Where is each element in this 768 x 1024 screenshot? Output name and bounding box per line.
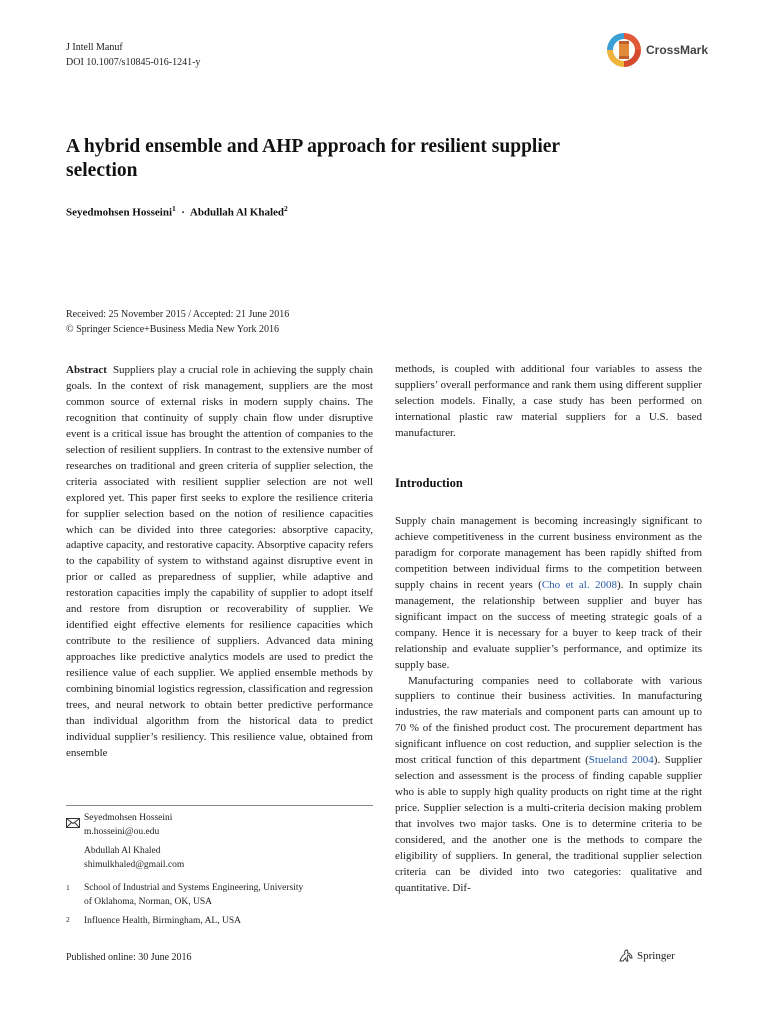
envelope-icon [66,815,80,825]
contact-name: Abdullah Al Khaled [84,846,161,856]
contact-email[interactable]: shimulkhaled@gmail.com [84,859,185,870]
affiliation-line: of Oklahoma, Norman, OK, USA [84,896,212,907]
citation-link[interactable]: Stueland 2004 [588,754,654,767]
contact-name: Seyedmohsen Hosseini [84,813,173,823]
affiliation-line: School of Industrial and Systems Engineering, University [84,883,304,893]
crossmark-label: CrossMark [646,43,709,57]
doi[interactable]: DOI 10.1007/s10845-016-1241-y [66,57,201,68]
author-name[interactable]: Abdullah Al Khaled [189,206,285,219]
correspondence [84,812,184,872]
title-line: A hybrid ensemble and AHP approach for resilient supplier [66,136,561,157]
title-line: selection [66,160,138,181]
citation-link[interactable]: Cho et al. 2008 [541,578,618,591]
abstract [66,363,373,762]
crossmark-icon [606,32,642,68]
springer-logo [618,949,675,963]
paragraph-text: Supply chain management is becoming increasingly significant to achieve competitiveness in the current business environment as the paradigm for corporate management has been rapidly shifted from competition between individual firms to the competition between supply chains in recent years ( [395,515,702,591]
introduction-body [395,514,702,897]
crossmark-badge[interactable] [606,30,726,70]
paragraph [395,674,702,897]
paper-title [66,135,686,183]
copyright: © Springer Science+Business Media New York 2016 [66,324,279,335]
contact-email[interactable]: m.hosseini@ou.edu [84,826,160,837]
abstract-continuation [395,362,702,442]
abstract-continuation-text: methods, is coupled with additional four variables to assess the suppliers’ overall performance and rank them using different supplier selection models. Finally, a case study has been performed on international plastic raw material suppliers for a U.S. based manufacturer. [395,363,702,439]
published-online: Published online: 30 June 2016 [66,952,192,963]
paragraph-text: ). Supplier selection and assessment is the process of finding capable supplier who is able to supply high quality products on right time at the right price. Supplier selection is a multi-criteria decision making problem that involves two major tasks. One is to determine criteria to be considered, and the another one is the methods to compare the eligibility of suppliers. In general, the traditional supplier selection criteria can be divided into two categories: qualitative and quantitative. Dif- [395,754,702,894]
author-separator: · [181,206,185,219]
paragraph [395,514,702,674]
affiliation [84,882,374,909]
article-dates [66,307,289,337]
received-accepted: Received: 25 November 2015 / Accepted: 21 June 2016 [66,309,290,320]
springer-horse-icon [618,949,634,963]
abstract-text: Suppliers play a crucial role in achieving the supply chain goals. In the context of risk management, suppliers are the most common source of external risks in modern supply chains. The recognition that continuity of supply chain flow under disruptive event is a critical issue has brought the attention of companies to the selection of resilient suppliers. In contrast to the extensive number of researches on traditional and green criteria of supplier selection, the criteria associated with resilient supplier selection are not well explored yet. This paper first seeks to explore the resilience criteria for supplier selection based on the notion of resilience capacities which can be divided into three categories: absorptive capacity, adaptive capacity, and restorative capacity. Absorptive capacity refers to the capability of system to withstand against disruptive event in prior or called as preparedness of supplier, while adaptive and restoration capacities imply the capability of supplier to adopt itself and restore from disruption or recoverability of supplier. We identified eight effective elements for resilience capacities which contribute to the resilience of suppliers. Advanced data mining approaches like predictive analytics models are used to predict the resilience value of each supplier. We applied ensemble methods by combining binomial logistics regression, classification and regression trees, and neural network to obtain better predictive performance than individual algorithm from the historical data to predict individual supplier’s resiliency. This resilience value, obtained from ensemble [66,364,373,759]
publisher-name: Springer [637,950,675,962]
affiliation-number: 1 [66,883,70,892]
author-name[interactable]: Seyedmohsen Hosseini [66,206,173,219]
affiliation: Influence Health, Birmingham, AL, USA [84,916,241,926]
paragraph-text: ). In supply chain management, the relationship between supplier and buyer has significant impact on the success of meeting strategic goals of a company. Hence it is necessary for a buyer to keep track of their relationship and evaluate supplier’s performance, and optimize its supply base. [395,578,703,671]
author-list [66,204,288,219]
paragraph-text: Manufacturing companies need to collaborate with various suppliers to continue their business activities. In manufacturing industries, the raw materials and component parts can amount up to 70 % of the finished product cost. The procurement department has significant influence on cost reduction, and supplier selection is the most critical function of this department ( [395,674,702,767]
footnote-divider [66,805,373,806]
journal-name: J Intell Manuf [66,42,123,53]
affiliation-marker: 1 [172,204,176,213]
affiliation-marker: 2 [284,204,288,213]
section-heading-introduction: Introduction [395,476,463,490]
abstract-heading: Abstract [66,364,107,376]
affiliation-number: 2 [66,915,70,924]
